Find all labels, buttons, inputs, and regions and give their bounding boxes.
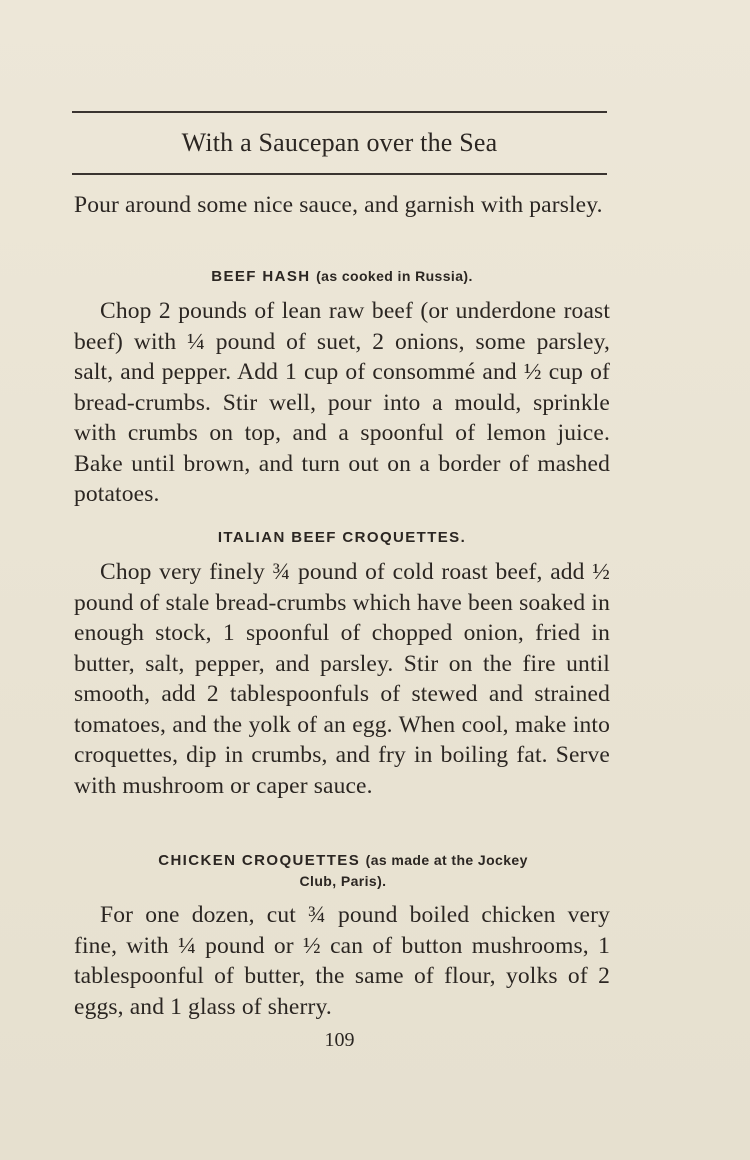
section-note: (as made at the Jockey Club, Paris). (299, 852, 528, 889)
section-heading-chicken-croquettes (145, 850, 541, 892)
header-underline-rule (72, 173, 607, 175)
section-heading-beef-hash (74, 266, 610, 287)
section-title: ITALIAN BEEF CROQUETTES. (217, 529, 467, 546)
page-number: 109 (324, 1029, 355, 1051)
recipe-paragraph-beef-hash: Chop 2 pounds of lean raw beef (or underdone roast beef) with ¼ pound of suet, 2 onions, some parsley, salt, and pepper. Add 1 cup of consommé and ½ cup of bread-crumbs. Stir well, pour into a mould, sprinkle with crumbs on top, and a spoonful of lemon juice. Bake until brown, and turn out on a border of mashed potatoes. (74, 298, 610, 507)
section-heading-italian-beef-croquettes (74, 527, 610, 548)
running-head: With a Saucepan over the Sea (181, 128, 498, 157)
top-rule (72, 111, 607, 113)
recipe-paragraph-chicken-croquettes: For one dozen, cut ¾ pound boiled chicken very fine, with ¼ pound or ½ can of button mushrooms, 1 tablespoonful of butter, the same of flour, yolks of 2 eggs, and 1 glass of sherry. (74, 902, 610, 1020)
recipe-paragraph-italian-beef-croquettes: Chop very finely ¾ pound of cold roast beef, add ½ pound of stale bread-crumbs which have been soaked in enough stock, 1 spoonful of chopped onion, fried in butter, salt, pepper, and parsley. Stir on the fire until smooth, add 2 tablespoonfuls of stewed and strained tomatoes, and the yolk of an egg. When cool, make into croquettes, dip in crumbs, and fry in boiling fat. Serve with mushroom or caper sauce. (74, 559, 610, 799)
intro-paragraph: Pour around some nice sauce, and garnish with parsley. (74, 192, 603, 218)
section-note: (as cooked in Russia). (316, 268, 473, 284)
section-title: BEEF HASH (211, 268, 311, 285)
section-title: CHICKEN CROQUETTES (158, 852, 361, 869)
